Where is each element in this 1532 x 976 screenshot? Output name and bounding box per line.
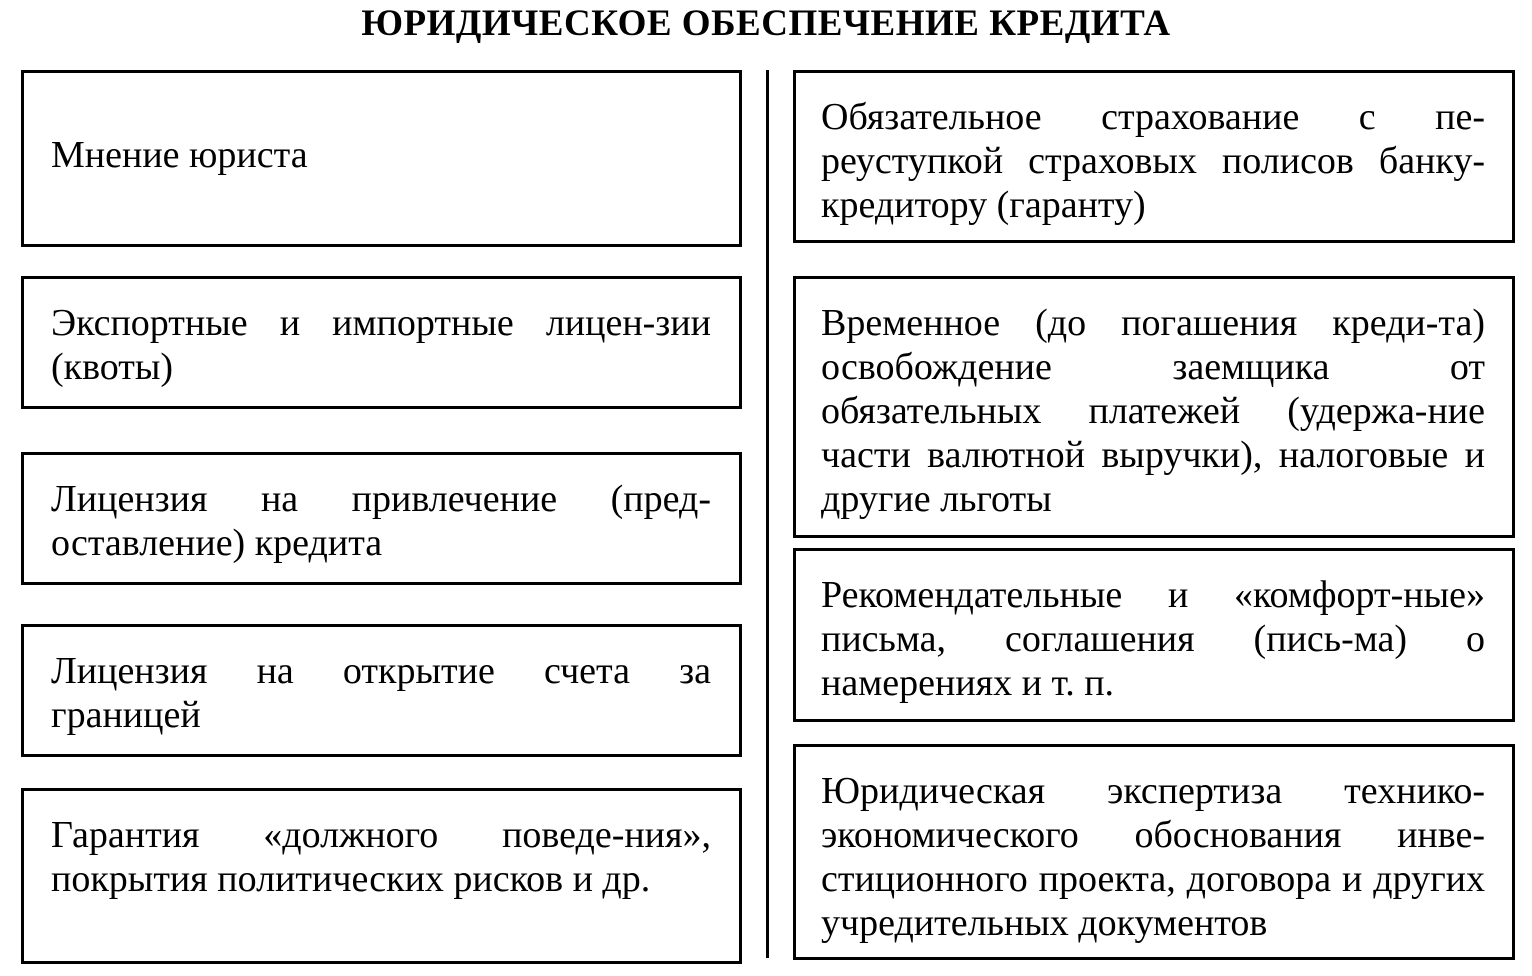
box-text: Юридическая экспертиза технико-экономического обоснования инве-стиционного проекта, договора и других учредительных документов [821,770,1485,944]
box-mandatory-insurance [793,70,1515,243]
diagram-title: ЮРИДИЧЕСКОЕ ОБЕСПЕЧЕНИЕ КРЕДИТА [361,3,1171,44]
column-divider [766,70,769,958]
box-text: Лицензия на открытие счета за границей [51,650,711,736]
box-temporary-exemption [793,276,1515,538]
box-lawyer-opinion [21,70,742,247]
box-conduct-guarantee [21,788,742,964]
box-text: Обязательное страхование с пе-реуступкой страховых полисов банку-кредитору (гаранту) [821,96,1485,226]
box-credit-license [21,452,742,585]
box-text: Экспортные и импортные лицен-зии (квоты) [51,302,711,388]
box-text: Рекомендательные и «комфорт-ные» письма, соглашения (пись-ма) о намерениях и т. п. [821,574,1485,704]
box-comfort-letters [793,548,1515,722]
box-text: Временное (до погашения креди-та) освобождение заемщика от обязательных платежей (удержа-ние части валютной выручки), налоговые и другие льготы [821,302,1485,520]
box-text: Мнение юриста [51,134,308,176]
box-foreign-account-license [21,624,742,757]
box-text: Лицензия на привлечение (пред-оставление) кредита [51,478,711,564]
box-legal-expertise [793,744,1515,960]
box-text: Гарантия «должного поведе-ния», покрытия политических рисков и др. [51,814,711,900]
box-export-import-licenses [21,276,742,409]
